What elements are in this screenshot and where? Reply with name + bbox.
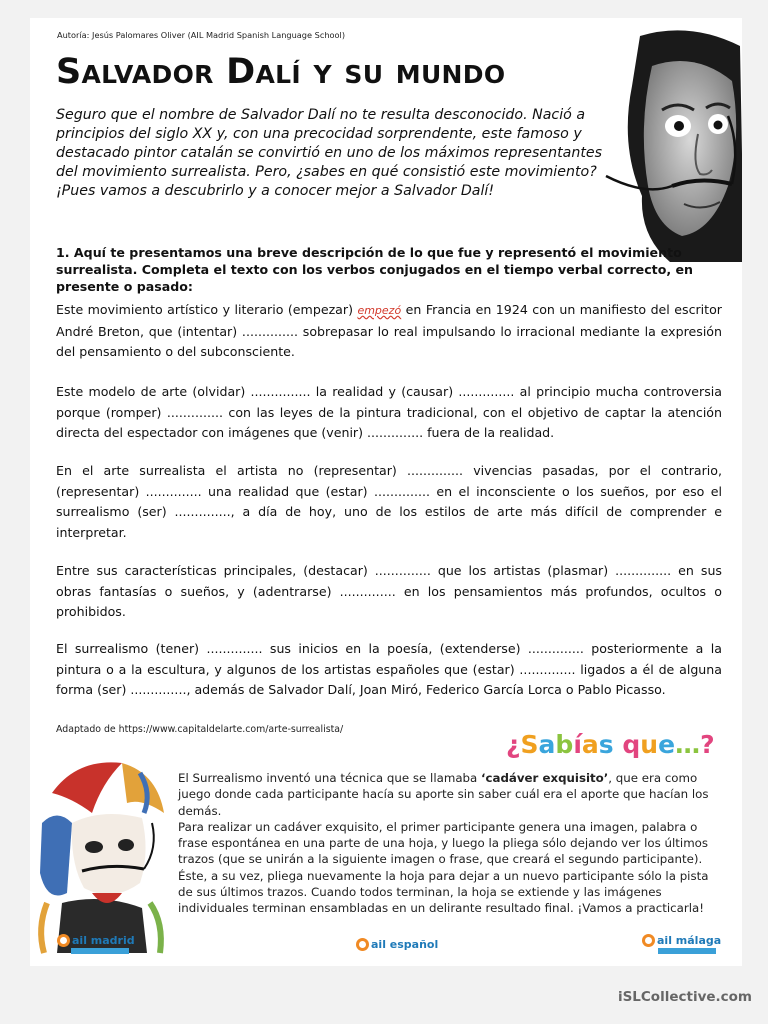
dali-stylized-portrait (32, 753, 172, 963)
footer-watermark: iSLCollective.com (617, 989, 752, 1005)
sabias-text-after: , que era como juego donde cada participante hacía su aporte sin saber cuál era el aporte que hacían los demás. (178, 771, 709, 818)
sabias-heading-letter: b (555, 730, 574, 759)
worksheet-page (30, 18, 742, 966)
sabias-heading-letter: s (598, 730, 614, 759)
sabias-que-heading (506, 730, 715, 759)
sabias-paragraph-2: Para realizar un cadáver exquisito, el primer participante genera una imagen, palabra o frase espontánea en una parte de una hoja, y luego la pliega sólo dejando ver los últimos trazos (que se unirán a la siguiente imagen o frase, que creará el segundo participante). Éste, a su vez, pliega nuevamente la hoja para dejar a un nuevo participante sólo la pista de sus últimos trazos. Cuando todos terminan, la hoja se extiende y las imágenes individuales terminan ensambladas en un delirante resultado final. ¡Vamos a practicarla! (178, 819, 709, 916)
sabias-heading-letter: ¿ (506, 730, 521, 759)
sabias-heading-letter: S (520, 730, 539, 759)
exercise-paragraph-4: Entre sus características principales, (destacar) .............. que los artistas (plasmar) .............. en sus obras fantasías o sueños, y (adentrarse) .............. en los pensamientos más profundos, ocultos o prohibidos. (56, 563, 722, 619)
exercise-paragraph-5: El surrealismo (tener) .............. sus inicios en la poesía, (extenderse) .............. posteriormente a la pintura o a la escultura, y algunos de los artistas españoles que (estar) .............. ligados a él de alguna forma (ser) .............., además de Salvador Dalí, Joan Miró, Federico García Lorca o Pablo Picasso. (56, 641, 722, 697)
ail-logo-icon (57, 934, 70, 947)
logo-madrid-text: ail madrid (72, 934, 135, 947)
sabias-heading-letter: a (581, 730, 599, 759)
logo-ail-espanol (356, 938, 438, 951)
sabias-heading-letter: í (573, 730, 582, 759)
logo-malaga-text: ail málaga (657, 934, 722, 947)
ail-logo-icon (356, 938, 369, 951)
title-part-2: y su mundo (301, 52, 506, 92)
sabias-heading-letter: q (622, 730, 641, 759)
cadaver-exquisito-term: ‘cadáver exquisito’ (481, 771, 609, 785)
logo-ail-malaga (642, 934, 721, 947)
sabias-text-before: El Surrealismo inventó una técnica que se llamaba (178, 771, 482, 785)
example-answer: empezó (357, 304, 402, 317)
sabias-heading-letter: e (658, 730, 676, 759)
intro-paragraph: Seguro que el nombre de Salvador Dalí no te resulta desconocido. Nació a principios del siglo XX y, con una precocidad sorprendente, este famoso y destacado pintor catalán se convirtió en uno de los máximos representantes del movimiento surrealista. Pero, ¿sabes en qué consistió este movimiento? ¡Pues vamos a descubrirlo y a conocer mejor a Salvador Dalí! (56, 107, 603, 199)
source-note: Adaptado de https://www.capitaldelarte.com/arte-surrealista/ (56, 724, 344, 735)
logo-malaga-bar (658, 948, 716, 954)
sabias-que-text (178, 770, 718, 917)
logo-espanol-text: ail español (371, 938, 439, 951)
exercise-paragraph-2: Este modelo de arte (olvidar) ............... la realidad y (causar) .............. al principio mucha controversia porque (romper) .............. con las leyes de la pintura tradicional, con el objetivo de captar la atención directa del espectador con imágenes que (venir) .............. fuera de la realidad. (56, 384, 722, 440)
sabias-paragraph-1 (178, 770, 718, 819)
p1-text-after: en Francia en 1924 con un manifiesto del escritor André Breton, que (intentar) .............. sobrepasar lo real impulsando lo irracional mediante la expresión del pensamiento o del subconsciente. (56, 302, 722, 359)
sabias-heading-letter: u (640, 730, 659, 759)
title-part-1: Salvador Dalí (56, 52, 302, 92)
logo-ail-madrid (57, 934, 135, 947)
sabias-heading-letter: … (675, 730, 701, 759)
ail-logo-icon (642, 934, 655, 947)
dali-portrait-photo (600, 26, 742, 262)
exercise-instruction: 1. Aquí te presentamos una breve descripción de lo que fue y representó el movimiento surrealista. Completa el texto con los verbos conjugados en el tiempo verbal correcto, en presente o pasado: (56, 245, 694, 294)
author-credit: Autoría: Jesús Palomares Oliver (AIL Madrid Spanish Language School) (57, 30, 346, 40)
exercise-paragraph-3: En el arte surrealista el artista no (representar) .............. vivencias pasadas, por el contrario, (representar) .............. una realidad que (estar) .............. en el inconsciente o los sueños, por eso el surrealismo (ser) .............., a día de hoy, uno de los estilos de arte más difícil de comprender e interpretar. (56, 463, 722, 540)
sabias-heading-letter: a (538, 730, 556, 759)
p1-text-before: Este movimiento artístico y literario (empezar) (56, 302, 358, 317)
exercise-paragraph-1 (56, 300, 722, 363)
sabias-heading-letter: ? (700, 730, 715, 759)
logo-madrid-bar (71, 948, 129, 954)
page-title (56, 52, 505, 92)
